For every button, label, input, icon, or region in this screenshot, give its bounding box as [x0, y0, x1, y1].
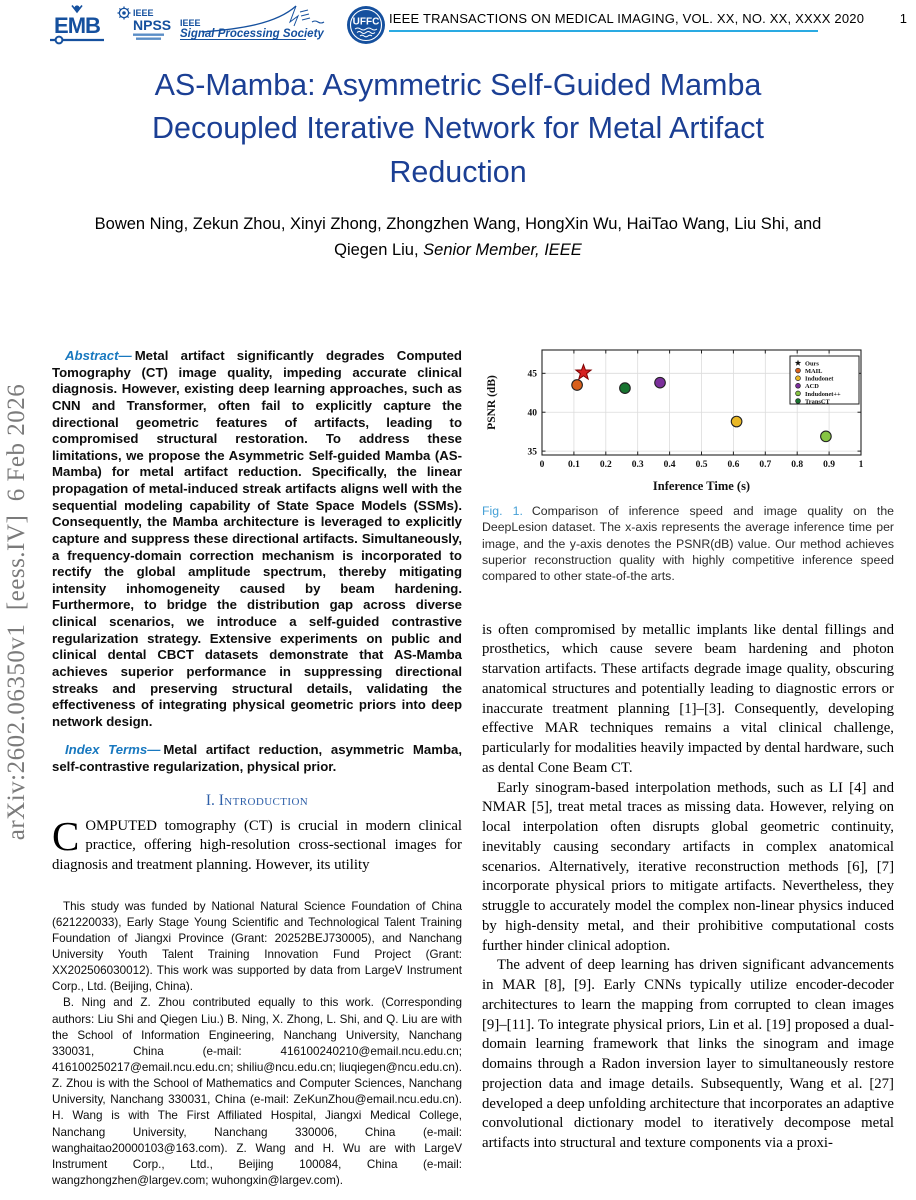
svg-text:0.9: 0.9: [823, 460, 836, 470]
index-terms-label: Index Terms—: [65, 742, 161, 758]
body-paragraph: The advent of deep learning has driven significant advancements in MAR [8], [9]. Early CNNs typically utilize encoder-decoder architectures to learn the mapping from corrupted to clean images [9]–[11]. To integrate physical priors, Lin et al. [19] proposed a dual-domain learning framework that links the sinogram and image domains through a Radon inversion layer to simultaneously restore projection data and image details. Subsequently, Wang et al. [27] developed a deep unfolding architecture that incorporates an adaptive convolutional dictionary model to iteratively decompose metal artifacts into structural and texture components via a proxi-: [482, 957, 894, 1152]
svg-text:Indudonet++: Indudonet++: [805, 390, 841, 398]
svg-text:0.4: 0.4: [663, 460, 676, 470]
svg-text:MAIL: MAIL: [805, 368, 823, 375]
intro-paragraph: [52, 812, 462, 876]
svg-text:0.8: 0.8: [791, 460, 804, 470]
author-names-line2: Qiegen Liu,: [334, 240, 424, 259]
figure-caption: [482, 503, 894, 585]
figure-label: Fig. 1.: [482, 504, 523, 518]
emb-logo: [46, 4, 108, 46]
svg-text:Indudonet: Indudonet: [805, 375, 834, 383]
abstract-label: Abstract—: [65, 348, 132, 363]
svg-text:0.5: 0.5: [695, 460, 708, 470]
figure-1: [482, 344, 894, 585]
body-paragraph: is often compromised by metallic implants like dental fillings and prosthetics, which cause severe beam hardening and photon starvation artifacts. These artifacts degrade image quality, obscuring anatomical structures and potentially leading to diagnostic errors or inaccurate treatment planning [1]–[3]. Consequently, developing effective MAR techniques remains a vital clinical challenge, particularly for modalities heavily impacted by dental hardware, such as dental Cone Beam CT.: [482, 621, 894, 776]
index-terms-text: Metal artifact reduction, asymmetric Mamba, self-contrastive regularization, physical prior.: [52, 742, 462, 774]
svg-text:ACD: ACD: [805, 383, 819, 391]
footnote-funding: This study was funded by National Natural Science Foundation of China (621220033), Early Stage Young Scientific and Technological Talent Training Foundation of Jiangxi Province (Grant: 20252BEJ730005), and Nanchang University Youth Talent Training Innovation Fund Project (Grant: XX202506030012). This work was supported by data from LargeV Instrument Corp., Ltd. (Beijing, China).: [52, 899, 462, 994]
svg-text:TransCT: TransCT: [805, 398, 830, 406]
intro-text: OMPUTED tomography (CT) is crucial in modern clinical practice, offering high-resolution cross-sectional images for diagnosis and treatment planning. However, its utility: [52, 817, 462, 873]
svg-text:Ours: Ours: [805, 360, 819, 368]
inference-psnr-chart: [482, 344, 894, 494]
footnote-affiliations: B. Ning and Z. Zhou contributed equally to this work. (Corresponding authors: Liu Shi and Qiegen Liu.) B. Ning, X. Zhong, L. Shi, and Q. Liu are with the School of Information Engineering, Nanchang University, Nanchang 330031, China (e-mail: 416100240210@email.ncu.edu.cn; 416100250217@email.ncu.edu.cn; shiliu@ncu.edu.cn; liuqiegen@ncu.edu.cn). Z. Zhou is with the School of Mathematics and Computer Sciences, Nanchang University, Nanchang 330031, China (e-mail: ZeKunZhou@email.ncu.edu.cn). H. Wang is with The First Affiliated Hospital, Jiangxi Medical College, Nanchang University, Nanchang 330006, China (e-mail: wanghaitao20000103@163.com). Z. Wang and H. Wu are with LargeV Instrument Corp., Ltd., Beijing 100084, China (e-mail: wangzhongzhen@largev.com; wuhongxin@largev.com).: [52, 996, 462, 1188]
journal-title: IEEE TRANSACTIONS ON MEDICAL IMAGING, VOL. XX, NO. XX, XXXX 2020: [389, 11, 865, 26]
introduction-body: [482, 621, 894, 1154]
right-column: [482, 344, 894, 1154]
sps-ieee-text: IEEE: [180, 18, 201, 28]
section-title: Introduction: [218, 791, 309, 809]
svg-text:35: 35: [527, 447, 537, 458]
signal-processing-society-logo: [178, 4, 338, 46]
author-names-line1: Bowen Ning, Zekun Zhou, Xinyi Zhong, Zhongzhen Wang, HongXin Wu, HaiTao Wang, Liu Shi, and: [94, 215, 822, 233]
svg-text:1: 1: [858, 460, 864, 470]
arxiv-watermark: arXiv:2602.06350v1 [eess.IV] 6 Feb 2026: [3, 383, 30, 841]
svg-text:0: 0: [539, 460, 545, 470]
svg-text:0.6: 0.6: [727, 460, 740, 470]
section-heading: [52, 792, 462, 810]
svg-text:45: 45: [527, 369, 537, 380]
abstract-section: [52, 348, 462, 776]
index-terms: [52, 742, 462, 775]
npss-ieee-text: IEEE: [133, 8, 154, 18]
npss-logo: [115, 4, 171, 46]
paper-title-line2: Decoupled Iterative Network for Metal Artifact: [152, 111, 764, 146]
author-membership: Senior Member, IEEE: [423, 240, 582, 259]
paper-title-line3: Reduction: [389, 154, 527, 189]
paper-title: [58, 64, 858, 194]
svg-text:Inference Time (s): Inference Time (s): [652, 479, 751, 493]
drop-cap: C: [52, 812, 80, 859]
uffc-logo: [345, 4, 387, 46]
paper-title-line1: AS-Mamba: Asymmetric Self-Guided Mamba: [154, 68, 762, 102]
section-number: I.: [205, 791, 215, 809]
svg-text:0.3: 0.3: [631, 460, 644, 470]
header-logos: [46, 4, 387, 46]
figure-caption-text: Comparison of inference speed and image quality on the DeepLesion dataset. The x-axis represents the average inference time per image, and the y-axis denotes the PSNR(dB) value. Our method achieves superior reconstruction quality with highly competitive inference speed compared to other state-of-the arts.: [482, 504, 894, 584]
svg-text:PSNR (dB): PSNR (dB): [486, 375, 498, 430]
emb-logo-text: EMB: [54, 13, 100, 38]
author-line: [48, 212, 868, 263]
abstract-text: Metal artifact significantly degrades Computed Tomography (CT) image quality, impeding accurate clinical diagnosis. However, existing deep learning approaches, such as CNN and Transformer, often fail to explicitly capture the directional geometric features of artifacts, leading to compromised structural restoration. To address these limitations, we propose the Asymmetric Self-guided Mamba (AS-Mamba) for metal artifact reduction. Specifically, the linear propagation of metal-induced streak artifacts aligns well with the sequential modeling capability of State Space Models (SSMs). Consequently, the Mamba architecture is leveraged to explicitly capture and suppress these directional artifacts. Simultaneously, a frequency-domain correction mechanism is incorporated to rectify the global amplitude spectrum, thereby mitigating intensity inhomogeneity caused by beam hardening. Furthermore, to bridge the distribution gap across diverse clinical scenarios, we introduce a self-guided contrastive regularization strategy. Extensive experiments on public and clinical dental CBCT datasets demonstrate that AS-Mamba achieves superior performance in suppressing directional streaks and preserving structural details, validating the effectiveness of integrating physical geometric priors into deep network design.: [52, 348, 462, 729]
npss-smalltext-bar: [133, 34, 164, 36]
sps-text: Signal Processing Society: [180, 28, 324, 40]
npss-text: NPSS: [133, 17, 171, 33]
svg-text:0.2: 0.2: [599, 460, 612, 470]
npss-smalltext-bar2: [136, 38, 161, 40]
left-column: [52, 348, 462, 1189]
svg-text:0.1: 0.1: [567, 460, 580, 470]
body-paragraph: Early sinogram-based interpolation methods, such as LI [4] and NMAR [5], treat metal traces as missing data. However, relying on local interpolation often disrupts global geometric continuity, inevitably causing secondary artifacts in complex anatomical scenarios. Alternatively, iterative reconstruction methods [6], [7] incorporate physical priors to mitigate artifacts. Nevertheless, they struggle to accurately model the complex non-linear physics induced by high-density metal, and their prohibitive computational costs further hinder clinical adoption.: [482, 779, 894, 954]
page-number: 1: [899, 11, 907, 26]
svg-text:0.7: 0.7: [759, 460, 772, 470]
abstract-paragraph: [52, 348, 462, 730]
svg-text:40: 40: [527, 408, 537, 419]
uffc-text: UFFC: [352, 16, 380, 28]
footnotes: [52, 899, 462, 1190]
header-rule: [389, 30, 818, 32]
